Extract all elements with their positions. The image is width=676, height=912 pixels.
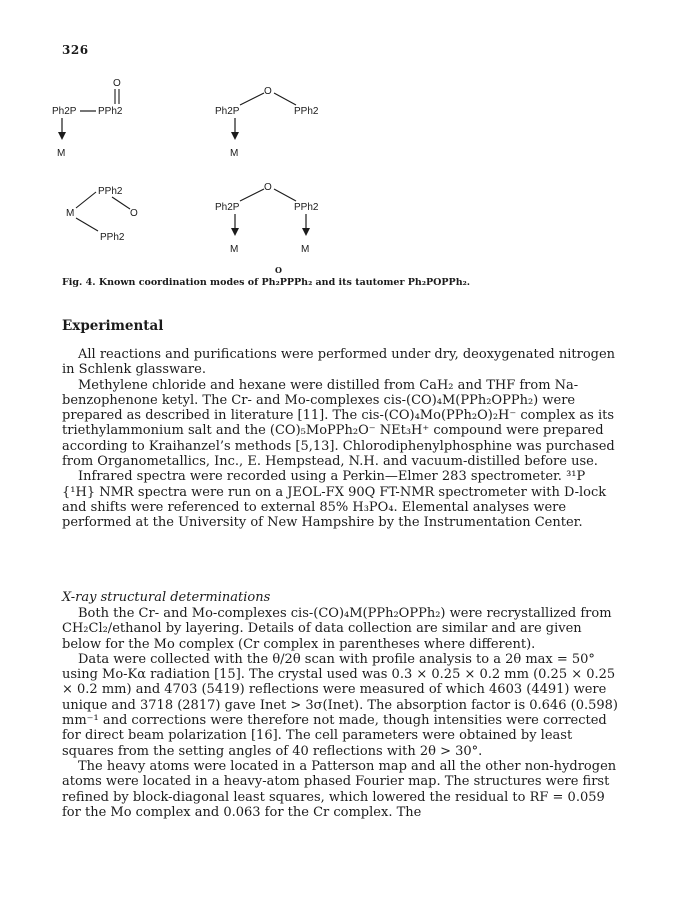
experimental-body (62, 347, 618, 531)
page-number: 326 (62, 43, 89, 57)
struct4-arrowhead-right (302, 228, 310, 236)
struct4-ph2p: Ph2P (215, 202, 240, 213)
structure-drawing (40, 68, 560, 268)
struct4-arrowhead-left (231, 228, 239, 236)
struct1-metal: M (57, 148, 66, 159)
paragraph: Methylene chloride and hexane were distilled from CaH₂ and THF from Na-benzophenone ketyl. The Cr- and Mo-complexes cis-(CO)₄M(PPh₂OPPh₂) were prepared as described in literature [11]. The cis-(CO)₄Mo(PPh₂O)₂H⁻ complex as its triethylammonium salt and the (CO)₅MoPPh₂O⁻ NEt₃H⁺ compound were prepared according to Kraihanzel’s methods [5,13]. Chlorodiphenylphosphine was purchased from Organometallics, Inc., E. Hempstead, N.H. and vacuum-distilled before use. (62, 377, 615, 470)
struct4-pph2: PPh2 (294, 202, 319, 213)
paragraph: Both the Cr- and Mo-complexes cis-(CO)₄M(PPh₂OPPh₂) were recrystallized from CH₂Cl₂/ethanol by layering. Details of data collection are similar and are given below for the Mo complex (Cr complex in parentheses where different). (62, 606, 612, 652)
paragraph: The heavy atoms were located in a Patterson map and all the other non-hydrogen atoms were located in a heavy-atom phased Fourier map. The structures were first refined by block-diagonal least squares, which lowered the residual to RF = 0.059 for the Mo complex and 0.063 for the Cr complex. The (62, 758, 617, 820)
struct4-oxygen: O (264, 182, 272, 193)
struct2-arrowhead (231, 132, 239, 140)
xray-body (62, 606, 618, 820)
struct3-bond-m-p1 (76, 192, 96, 208)
coordination-modes-figure (40, 68, 560, 268)
struct4-op-bond (274, 189, 296, 201)
struct3-bond-p1-o (112, 197, 130, 209)
section-title: Experimental (62, 318, 164, 334)
struct3-bond-m-p2 (76, 218, 98, 231)
struct2-oxygen: O (264, 86, 272, 97)
paragraph: Data were collected with the θ/2θ scan with profile analysis to a 2θ max = 50° using Mo-Kα radiation [15]. The crystal used was 0.3 × 0.25 × 0.2 mm (0.25 × 0.25 × 0.2 mm) and 4703 (5419) reflections were measured of which 4603 (4491) were unique and 3718 (2817) gave Inet > 3σ(Inet). The absorption factor is 0.646 (0.598) mm⁻¹ and corrections were therefore not made, though intensities were corrected for direct beam polarization [16]. The cell parameters were obtained by least squares from the setting angles of 40 reflections with 2θ > 30°. (62, 651, 618, 759)
paragraph: All reactions and purifications were performed under dry, deoxygenated nitrogen in Schlenk glassware. (62, 347, 616, 378)
struct1-ph2p: Ph2P (52, 106, 77, 117)
struct3-oxygen: O (130, 208, 138, 219)
struct1-oxygen: O (113, 78, 121, 89)
struct2-pph2: PPh2 (294, 106, 319, 117)
struct1-pph2: PPh2 (98, 106, 123, 117)
caption-text: Fig. 4. Known coordination modes of Ph₂PPPh₂ and its tautomer Ph₂POPPh₂. (62, 277, 471, 288)
struct2-metal: M (230, 148, 239, 159)
struct3-pph2-top: PPh2 (98, 186, 123, 197)
struct4-metal-left: M (230, 244, 239, 255)
struct3-pph2-bottom: PPh2 (100, 232, 125, 243)
struct1-arrowhead (58, 132, 66, 140)
struct4-po-bond (240, 189, 264, 201)
struct3-metal: M (66, 208, 75, 219)
caption-overline-oxygen: O (275, 265, 282, 275)
struct2-po-bond (240, 93, 264, 105)
subsection-title: X-ray structural determinations (62, 590, 271, 605)
struct2-ph2p: Ph2P (215, 106, 240, 117)
figure-caption (62, 265, 471, 288)
paragraph: Infrared spectra were recorded using a Perkin—Elmer 283 spectrometer. ³¹P {¹H} NMR spectra were run on a JEOL-FX 90Q FT-NMR spectrometer with D-lock and shifts were referenced to external 85% H₃PO₄. Elemental analyses were performed at the University of New Hampshire by the Instrumentation Center. (62, 469, 607, 531)
struct4-metal-right: M (301, 244, 310, 255)
struct2-op-bond (274, 93, 296, 105)
